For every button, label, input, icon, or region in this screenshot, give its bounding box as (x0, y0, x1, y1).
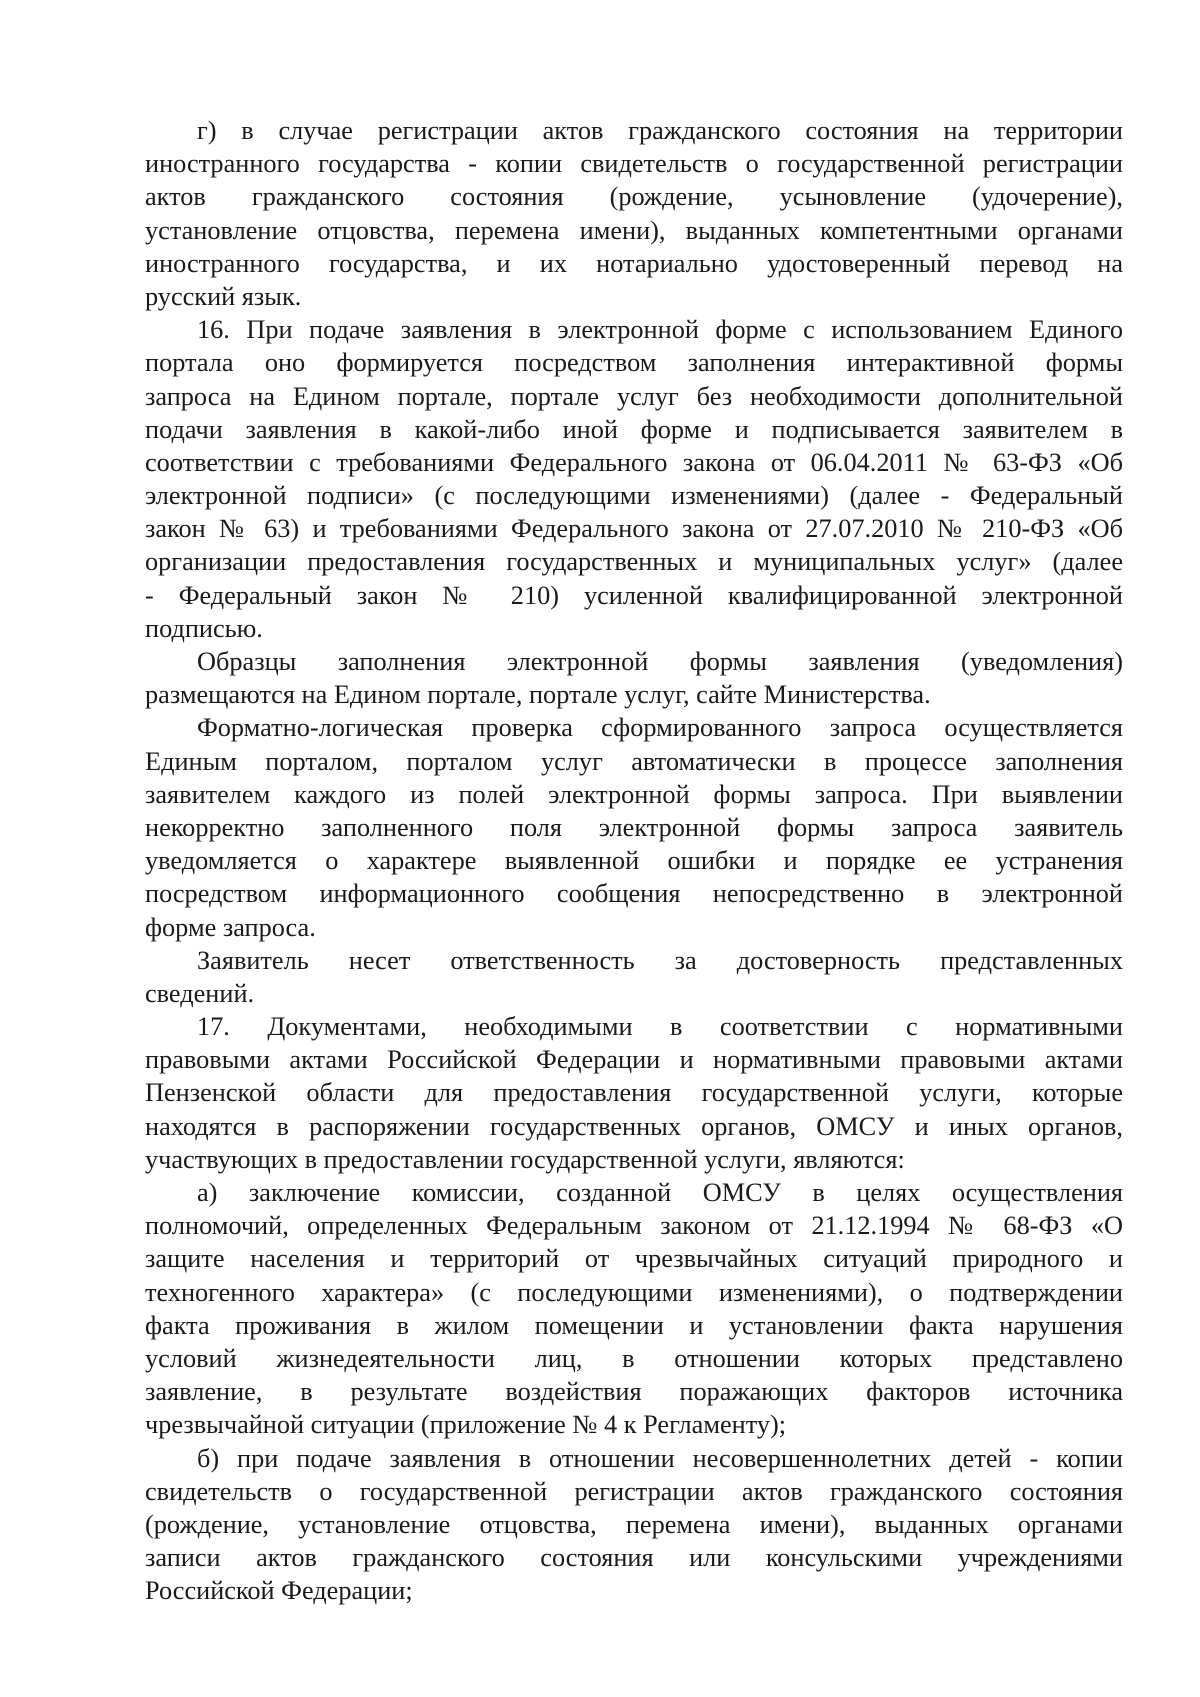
text-line: 16. При подаче заявления в электронной форме с использованием Единого (197, 315, 1123, 345)
text-line: портала оно формируется посредством заполнения интерактивной формы (145, 348, 1123, 378)
paragraph-8 (145, 1442, 1123, 1608)
text-line: Форматно-логическая проверка сформированного запроса осуществляется (197, 713, 1123, 743)
text-line: правовыми актами Российской Федерации и нормативными правовыми актами (145, 1045, 1123, 1075)
text-line: Российской Федерации; (145, 1576, 413, 1606)
text-line: Единым порталом, порталом услуг автоматически в процессе заполнения (145, 746, 1123, 776)
text-line: организации предоставления государственных и муниципальных услуг» (далее (145, 547, 1123, 577)
text-line: русский язык. (145, 281, 302, 311)
paragraph-1 (145, 114, 1123, 313)
text-line: иностранного государства, и их нотариально удостоверенный перевод на (145, 248, 1123, 278)
text-line: заявление, в результате воздействия поражающих факторов источника (145, 1377, 1123, 1407)
text-line: уведомляется о характере выявленной ошибки и порядке ее устранения (145, 846, 1123, 876)
paragraph-3 (145, 645, 1123, 711)
text-line: закон № 63) и требованиями Федерального закона от 27.07.2010 № 210-ФЗ «Об (145, 514, 1123, 544)
text-line: - Федеральный закон № 210) усиленной квалифицированной электронной (145, 580, 1123, 610)
text-line: заявителем каждого из полей электронной формы запроса. При выявлении (145, 779, 1123, 809)
text-line: (рождение, установление отцовства, перемена имени), выданных органами (145, 1509, 1123, 1539)
text-line: защите населения и территорий от чрезвычайных ситуаций природного и (145, 1244, 1123, 1274)
text-line: б) при подаче заявления в отношении несовершеннолетних детей - копии (197, 1443, 1123, 1473)
paragraph-5 (145, 944, 1123, 1010)
text-line: подачи заявления в какой-либо иной форме и подписывается заявителем в (145, 414, 1123, 444)
text-line: г) в случае регистрации актов гражданского состояния на территории (197, 116, 1123, 145)
text-line: запроса на Едином портале, портале услуг без необходимости дополнительной (145, 381, 1123, 411)
paragraph-6 (145, 1010, 1123, 1176)
text-line: факта проживания в жилом помещении и установлении факта нарушения (145, 1310, 1123, 1340)
text-line: находятся в распоряжении государственных органов, ОМСУ и иных органов, (145, 1111, 1123, 1141)
paragraph-4 (145, 711, 1123, 943)
text-line: иностранного государства - копии свидетельств о государственной регистрации (145, 149, 1123, 179)
text-line: чрезвычайной ситуации (приложение № 4 к Регламенту); (145, 1410, 787, 1440)
text-line: свидетельств о государственной регистрации актов гражданского состояния (145, 1476, 1123, 1506)
text-line: Образцы заполнения электронной формы заявления (уведомления) (197, 647, 1123, 676)
text-line: полномочий, определенных Федеральным законом от 21.12.1994 № 68-ФЗ «О (145, 1211, 1123, 1241)
text-line: Заявитель несет ответственность за достоверность представленных (197, 945, 1123, 975)
paragraph-7 (145, 1176, 1123, 1442)
text-line: сведений. (145, 978, 255, 1008)
text-line: некорректно заполненного поля электронной формы запроса заявитель (145, 812, 1123, 842)
text-line: установление отцовства, перемена имени), выданных компетентными органами (145, 215, 1123, 245)
text-line: подписью. (145, 613, 263, 643)
text-line: электронной подписи» (с последующими изменениями) (далее - Федеральный (145, 481, 1123, 511)
text-line: посредством информационного сообщения непосредственно в электронной (145, 879, 1123, 909)
document-page (145, 114, 1123, 1607)
paragraph-2 (145, 313, 1123, 645)
text-line: соответствии с требованиями Федерального закона от 06.04.2011 № 63-ФЗ «Об (145, 447, 1123, 477)
text-line: участвующих в предоставлении государственной услуги, являются: (145, 1144, 905, 1174)
text-line: а) заключение комиссии, созданной ОМСУ в целях осуществления (197, 1178, 1123, 1207)
text-line: техногенного характера» (с последующими изменениями), о подтверждении (145, 1277, 1123, 1307)
text-line: Пензенской области для предоставления государственной услуги, которые (145, 1078, 1123, 1108)
text-line: форме запроса. (145, 912, 316, 942)
text-line: условий жизнедеятельности лиц, в отношении которых представлено (145, 1343, 1123, 1373)
text-line: актов гражданского состояния (рождение, усыновление (удочерение), (145, 182, 1123, 212)
text-line: записи актов гражданского состояния или консульскими учреждениями (145, 1543, 1123, 1573)
text-line: 17. Документами, необходимыми в соответствии с нормативными (197, 1012, 1123, 1042)
text-line: размещаются на Едином портале, портале услуг, сайте Министерства. (145, 680, 931, 710)
